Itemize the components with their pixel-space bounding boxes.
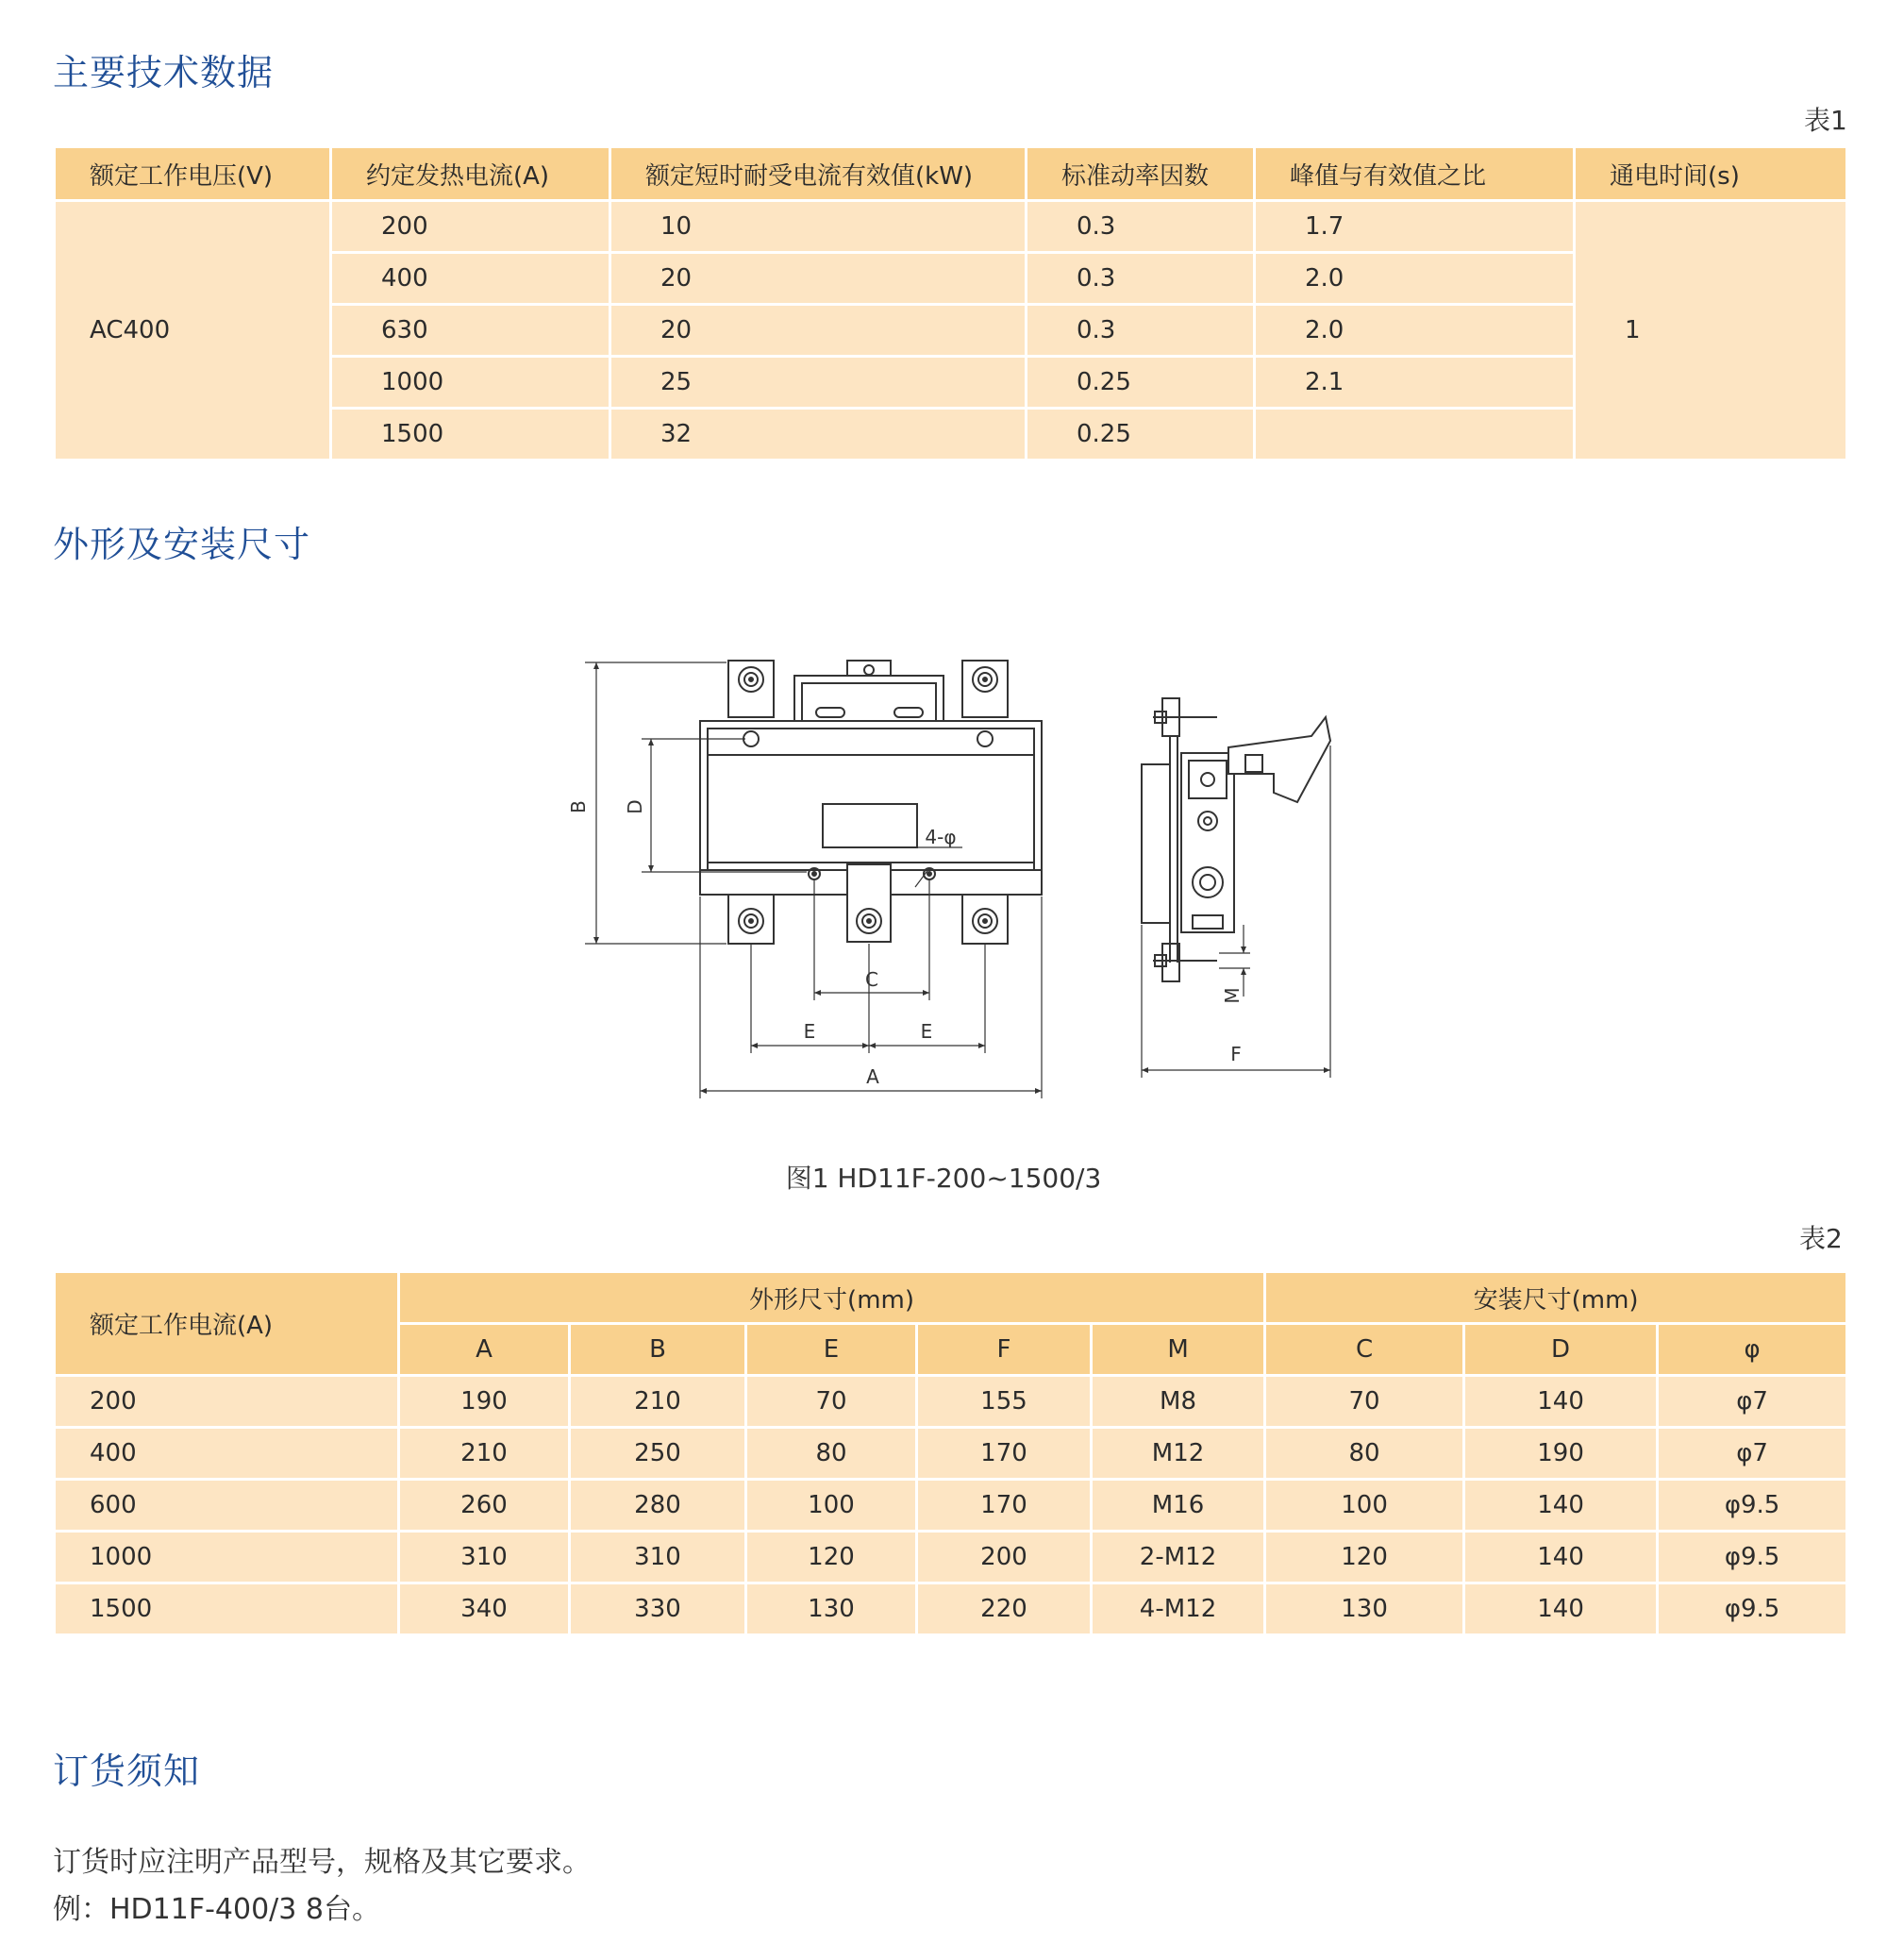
table-row — [55, 1480, 1847, 1532]
table-cell: 140 — [1464, 1583, 1658, 1635]
dimension-drawing — [547, 642, 1378, 1114]
table-cell: 2.0 — [1255, 305, 1575, 357]
table-cell: 200 — [55, 1376, 399, 1428]
table-cell: 20 — [610, 253, 1027, 305]
table-cell: 330 — [570, 1583, 746, 1635]
tech-data-table — [53, 145, 1848, 461]
header-cell: 额定工作电压(V) — [55, 147, 331, 201]
table-cell: 200 — [917, 1532, 1092, 1583]
header-current: 额定工作电流(A) — [55, 1272, 399, 1376]
dim-label-f: F — [1230, 1043, 1242, 1065]
table-cell: 140 — [1464, 1376, 1658, 1428]
table-cell: 340 — [399, 1583, 570, 1635]
header-cell: D — [1464, 1324, 1658, 1376]
table-cell: 130 — [1265, 1583, 1464, 1635]
front-view — [700, 661, 1042, 944]
table1-label: 表1 — [1804, 105, 1847, 136]
table-cell: 250 — [570, 1428, 746, 1480]
header-cell: φ — [1658, 1324, 1847, 1376]
table-cell: 4-M12 — [1092, 1583, 1265, 1635]
table-header-row — [55, 1272, 1847, 1324]
table-cell: φ9.5 — [1658, 1583, 1847, 1635]
header-outer-dimensions: 外形尺寸(mm) — [399, 1272, 1265, 1324]
dim-label-m: M — [1221, 987, 1244, 1004]
table-cell: φ7 — [1658, 1428, 1847, 1480]
table-header-row — [55, 147, 1847, 201]
table-cell: 130 — [746, 1583, 917, 1635]
header-cell: C — [1265, 1324, 1464, 1376]
time-cell: 1 — [1575, 201, 1847, 461]
table-row — [55, 1428, 1847, 1480]
header-cell: M — [1092, 1324, 1265, 1376]
table-cell: 100 — [1265, 1480, 1464, 1532]
header-cell: E — [746, 1324, 917, 1376]
table-cell: 10 — [610, 201, 1027, 253]
section-title-tech-data: 主要技术数据 — [53, 52, 275, 93]
table-row — [55, 1376, 1847, 1428]
table-cell: 2.0 — [1255, 253, 1575, 305]
table-cell: φ7 — [1658, 1376, 1847, 1428]
table-cell: 0.25 — [1027, 409, 1255, 461]
table-cell: 310 — [570, 1532, 746, 1583]
table-row — [55, 201, 1847, 253]
table-cell: 70 — [1265, 1376, 1464, 1428]
table-cell: 310 — [399, 1532, 570, 1583]
dim-label-b: B — [567, 800, 590, 813]
table-cell: 70 — [746, 1376, 917, 1428]
table-cell: 280 — [570, 1480, 746, 1532]
table-cell: 2.1 — [1255, 357, 1575, 409]
table-cell: 400 — [331, 253, 610, 305]
table-cell: 170 — [917, 1480, 1092, 1532]
table-cell: 170 — [917, 1428, 1092, 1480]
figure-caption: 图1 HD11F-200~1500/3 — [785, 1163, 1102, 1194]
table-cell: 100 — [746, 1480, 917, 1532]
table-cell: 190 — [399, 1376, 570, 1428]
table-cell: 0.3 — [1027, 253, 1255, 305]
side-view — [1142, 698, 1330, 981]
table-row — [55, 1583, 1847, 1635]
hole-label: 4-φ — [925, 826, 957, 848]
table-cell: 630 — [331, 305, 610, 357]
dim-label-a: A — [866, 1065, 879, 1088]
table-cell: φ9.5 — [1658, 1480, 1847, 1532]
table-cell: 25 — [610, 357, 1027, 409]
header-cell: 额定短时耐受电流有效值(kW) — [610, 147, 1027, 201]
table-cell: 220 — [917, 1583, 1092, 1635]
table-cell: 20 — [610, 305, 1027, 357]
table-cell: 1000 — [55, 1532, 399, 1583]
table-cell: 190 — [1464, 1428, 1658, 1480]
table-cell: 32 — [610, 409, 1027, 461]
section-title-ordering: 订货须知 — [53, 1751, 201, 1792]
table-cell: 140 — [1464, 1480, 1658, 1532]
table-cell: M16 — [1092, 1480, 1265, 1532]
order-note-line-1: 订货时应注明产品型号，规格及其它要求。 — [53, 1846, 591, 1879]
table-cell: 400 — [55, 1428, 399, 1480]
header-cell: 约定发热电流(A) — [331, 147, 610, 201]
table-cell — [1255, 409, 1575, 461]
table-cell: 1500 — [55, 1583, 399, 1635]
table-cell: 140 — [1464, 1532, 1658, 1583]
header-install-dimensions: 安装尺寸(mm) — [1265, 1272, 1847, 1324]
table-cell: 120 — [746, 1532, 917, 1583]
table-cell: 200 — [331, 201, 610, 253]
table-cell: 1.7 — [1255, 201, 1575, 253]
table-cell: 80 — [1265, 1428, 1464, 1480]
order-note-line-2: 例：HD11F-400/3 8台。 — [53, 1893, 380, 1926]
table-cell: 260 — [399, 1480, 570, 1532]
section-title-dimensions: 外形及安装尺寸 — [53, 524, 311, 565]
dim-label-d: D — [624, 799, 646, 814]
table2-label: 表2 — [1799, 1223, 1843, 1254]
table-cell: 2-M12 — [1092, 1532, 1265, 1583]
table-cell: 0.25 — [1027, 357, 1255, 409]
dimensions-table — [53, 1270, 1848, 1636]
table-cell: 210 — [570, 1376, 746, 1428]
table-cell: 210 — [399, 1428, 570, 1480]
table-cell: 1000 — [331, 357, 610, 409]
dim-label-e-right: E — [920, 1020, 933, 1043]
table-cell: 0.3 — [1027, 305, 1255, 357]
header-cell: F — [917, 1324, 1092, 1376]
table-cell: 120 — [1265, 1532, 1464, 1583]
header-cell: 标准动率因数 — [1027, 147, 1255, 201]
voltage-cell: AC400 — [55, 201, 331, 461]
table-cell: 0.3 — [1027, 201, 1255, 253]
table-cell: φ9.5 — [1658, 1532, 1847, 1583]
dim-label-e-left: E — [803, 1020, 816, 1043]
table-cell: M12 — [1092, 1428, 1265, 1480]
header-cell: A — [399, 1324, 570, 1376]
table-cell: M8 — [1092, 1376, 1265, 1428]
table-row — [55, 1532, 1847, 1583]
header-cell: B — [570, 1324, 746, 1376]
table-cell: 600 — [55, 1480, 399, 1532]
table-cell: 80 — [746, 1428, 917, 1480]
header-cell: 峰值与有效值之比 — [1255, 147, 1575, 201]
dim-label-c: C — [865, 968, 878, 991]
table-cell: 1500 — [331, 409, 610, 461]
header-cell: 通电时间(s) — [1575, 147, 1847, 201]
table-cell: 155 — [917, 1376, 1092, 1428]
